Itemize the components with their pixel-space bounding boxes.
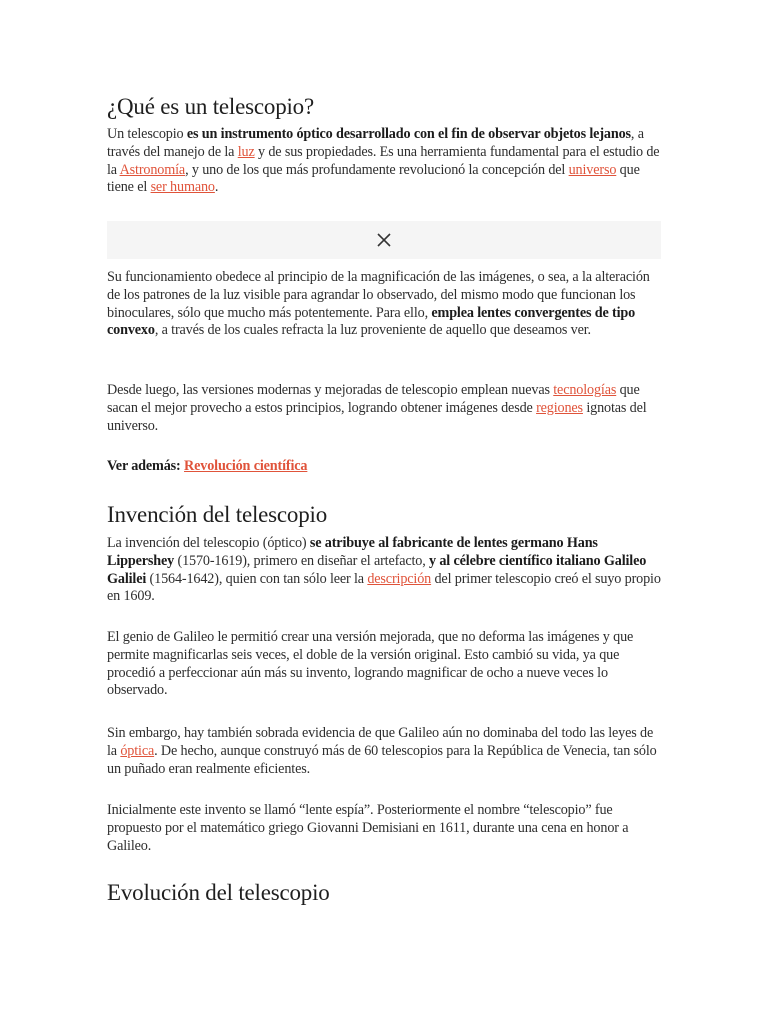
text-span: del primer telescopio creó el suyo propio en 1609. <box>107 570 661 605</box>
close-icon[interactable] <box>376 232 392 248</box>
bold-text: emplea lentes convergentes de tipo convexo <box>107 304 636 339</box>
function-paragraph <box>107 269 663 340</box>
text-span: Su funcionamiento obedece al principio de la magnificación de las imágenes, o sea, a la alteración de los patrones de la luz visible para agrandar lo observado, del mismo modo que funcionan los binoculares, sólo que mucho más potentemente. Para ello, <box>107 269 650 321</box>
invention-paragraph <box>107 535 663 606</box>
bold-text: se atribuye al fabricante de lentes germano Hans Lippershey <box>107 535 598 569</box>
link-luz[interactable]: luz <box>237 143 255 160</box>
text-span: y de sus propiedades. Es una herramienta fundamental para el estudio de la <box>107 143 660 178</box>
link-ser-humano[interactable]: ser humano <box>150 179 215 196</box>
section-heading-evolucion: Evolución del telescopio <box>107 880 330 905</box>
text-span: Un telescopio <box>107 126 187 142</box>
evidence-paragraph <box>107 725 663 778</box>
link-astronomia[interactable]: Astronomía <box>119 161 186 178</box>
text-span: Sin embargo, hay también sobrada evidencia de que Galileo aún no dominaba del todo las leyes de la <box>107 725 654 759</box>
intro-paragraph <box>107 126 663 197</box>
text-span: ignotas del universo. <box>107 399 647 434</box>
text-span: Desde luego, las versiones modernas y mejoradas de telescopio emplean nuevas <box>107 382 554 398</box>
text-span: . De hecho, aunque construyó más de 60 telescopios para la República de Venecia, tan sólo un puñado eran realmente eficientes. <box>107 742 657 777</box>
text-span: La invención del telescopio (óptico) <box>107 535 310 551</box>
text-span: , a través de los cuales refracta la luz proveniente de aquello que deseamos ver. <box>154 322 591 339</box>
page-title: ¿Qué es un telescopio? <box>107 94 314 119</box>
text-span: , a través del manejo de la <box>107 126 644 160</box>
modern-versions-paragraph <box>107 382 663 435</box>
ad-placeholder <box>107 221 661 259</box>
link-regiones[interactable]: regiones <box>536 399 583 416</box>
section-heading-invencion: Invención del telescopio <box>107 502 328 527</box>
galileo-paragraph: El genio de Galileo le permitió crear una versión mejorada, que no deforma las imágenes y que permite magnificarlas seis veces, el doble de la versión original. Esto cambió su vida, ya que procedió a perfeccionar aún más su invento, logrando magnificar de ocho a nueve veces lo observado. <box>107 629 634 699</box>
bold-text: y al célebre científico italiano Galileo Galilei <box>107 552 647 587</box>
name-origin-paragraph: Inicialmente este invento se llamó “lente espía”. Posteriormente el nombre “telescopio” fue propuesto por el matemático griego Giovanni Demisiani en 1611, durante una cena en honor a Galileo. <box>107 802 629 854</box>
text-span: que tiene el <box>107 161 640 196</box>
link-tecnologias[interactable]: tecnologías <box>553 382 617 398</box>
text-span: . <box>214 179 219 196</box>
text-span: (1564-1642), quien con tan sólo leer la <box>146 570 368 587</box>
text-span: que sacan el mejor provecho a estos principios, logrando obtener imágenes desde <box>107 382 640 416</box>
link-universo[interactable]: universo <box>568 161 617 178</box>
link-optica[interactable]: óptica <box>120 742 155 759</box>
link-descripcion[interactable]: descripción <box>367 570 432 587</box>
text-span: , y uno de los que más profundamente revolucionó la concepción del <box>185 161 569 178</box>
see-also <box>107 458 663 476</box>
link-revolucion-cientifica[interactable]: Revolución científica <box>184 458 308 474</box>
text-span: (1570-1619), primero en diseñar el artefacto, <box>174 552 430 569</box>
bold-text: es un instrumento óptico desarrollado con el fin de observar objetos lejanos <box>186 126 631 142</box>
see-also-label: Ver además: <box>107 458 185 474</box>
